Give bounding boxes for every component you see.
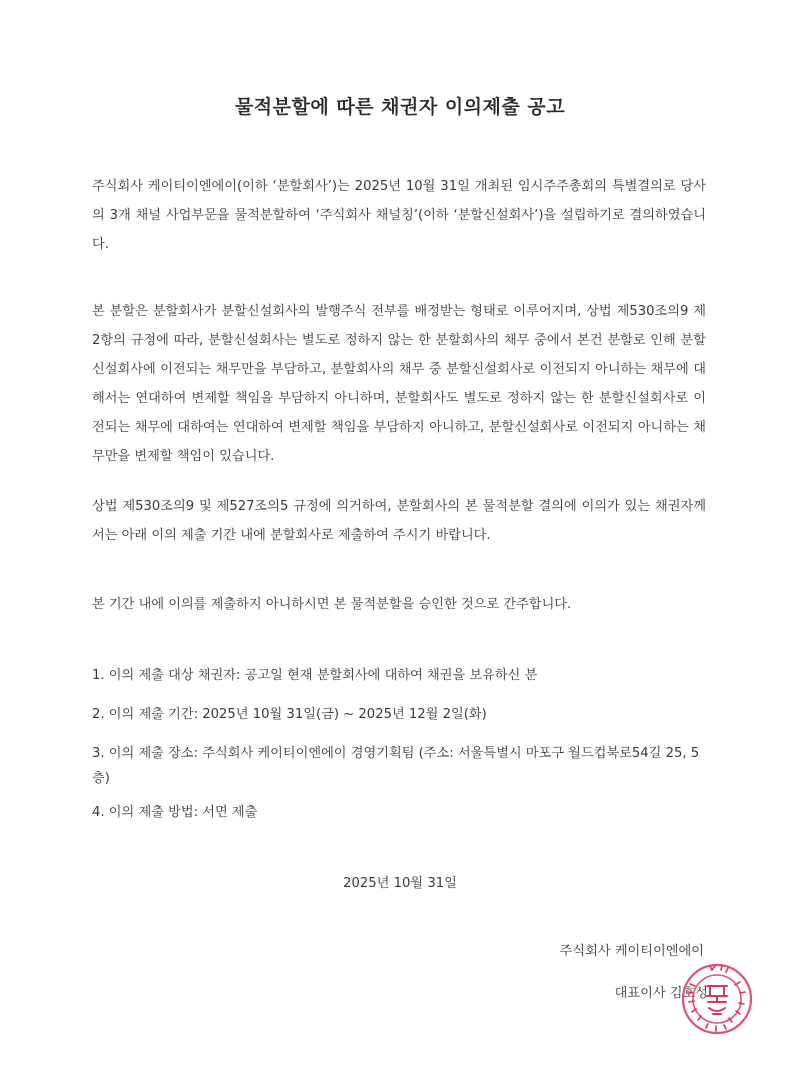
list-item: 3. 이의 제출 장소: 주식회사 케이티이엔에이 경영기획팀 (주소: 서울특별시 마포구 월드컵북로54길 25, 5층) <box>92 746 700 786</box>
company-seal-icon <box>680 962 754 1036</box>
list-item: 4. 이의 제출 방법: 서면 제출 <box>92 805 258 820</box>
paragraph-4: 본 기간 내에 이의를 제출하지 아니하시면 본 물적분할을 승인한 것으로 간주합니다. <box>92 597 572 612</box>
list-item: 1. 이의 제출 대상 채권자: 공고일 현재 분할회사에 대하여 채권을 보유하신 분 <box>92 668 538 683</box>
paragraph-1: 주식회사 케이티이엔에이(이하 ‘분할회사’)는 2025년 10월 31일 개최된 임시주주총회의 특별결의로 당사의 3개 채널 사업부문을 물적분할하여 ‘주식회사 채널칭’(이하 ‘분할신설회사’)을 설립하기로 결의하였습니다. <box>92 179 706 252</box>
representative-name: 대표이사 김호성 <box>614 986 708 1001</box>
paragraph-3: 상법 제530조의9 및 제527조의5 규정에 의거하여, 분할회사의 본 물적분할 결의에 이의가 있는 채권자께서는 아래 이의 제출 기간 내에 분할회사로 제출하여 주시기 바랍니다. <box>92 499 706 543</box>
paragraph-2: 본 분할은 분할회사가 분할신설회사의 발행주식 전부를 배정받는 형태로 이루어지며, 상법 제530조의9 제2항의 규정에 따라, 분할신설회사는 별도로 정하지 않는 한 분할회사의 채무 중에서 본건 분할로 인해 분할신설회사에 이전되는 채무만을 부담하고, 분할회사의 채무 중 분할신설회사로 이전되지 아니하는 채무에 대해서는 연대하여 변제할 책임을 부담하지 아니하며, 분할회사도 별도로 정하지 않는 한 분할신설회사로 이전되는 채무에 대하여는 연대하여 변제할 책임을 부담하지 아니하고, 분할신설회사로 이전되지 아니하는 채무만을 변제할 책임이 있습니다. <box>92 304 706 464</box>
list-item: 2. 이의 제출 기간: 2025년 10월 31일(금) ~ 2025년 12월 2일(화) <box>92 707 487 722</box>
document-title: 물적분할에 따른 채권자 이의제출 공고 <box>234 96 566 118</box>
company-name: 주식회사 케이티이엔에이 <box>559 944 704 959</box>
notice-date: 2025년 10월 31일 <box>343 876 457 891</box>
